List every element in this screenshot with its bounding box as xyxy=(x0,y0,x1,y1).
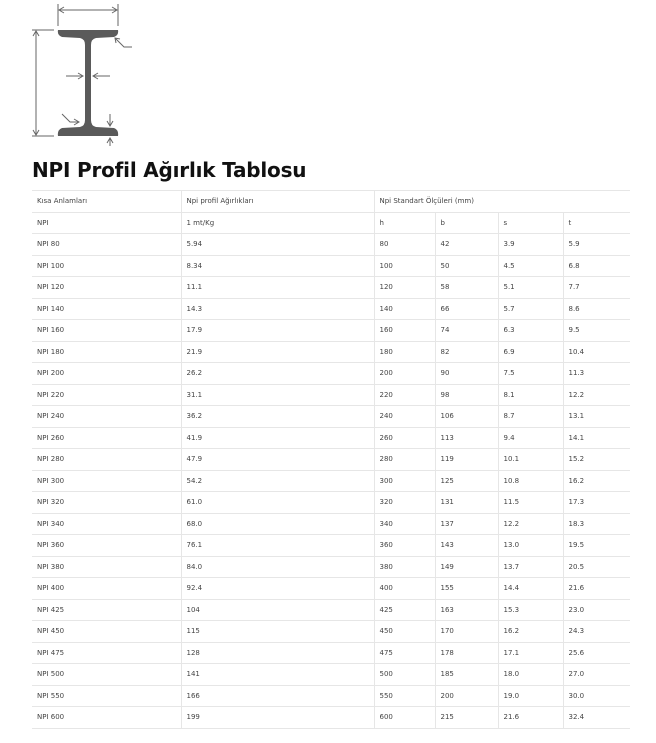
subheader-cell: NPI xyxy=(32,212,181,234)
table-cell: 15.2 xyxy=(563,449,630,471)
subheader-cell: s xyxy=(498,212,563,234)
table-cell: 3.9 xyxy=(498,234,563,256)
page-title: NPI Profil Ağırlık Tablosu xyxy=(32,158,307,182)
npi-weight-table xyxy=(32,190,630,729)
table-cell: 42 xyxy=(435,234,498,256)
table-row xyxy=(32,556,630,578)
table-row xyxy=(32,470,630,492)
table-cell: 260 xyxy=(374,427,435,449)
table-cell: 47.9 xyxy=(181,449,374,471)
i-beam-profile-diagram xyxy=(26,0,146,150)
table-cell: 31.1 xyxy=(181,384,374,406)
table-cell: 106 xyxy=(435,406,498,428)
table-cell: NPI 140 xyxy=(32,298,181,320)
table-cell: 166 xyxy=(181,685,374,707)
table-cell: 8.1 xyxy=(498,384,563,406)
table-cell: 90 xyxy=(435,363,498,385)
table-cell: 21.6 xyxy=(563,578,630,600)
table-cell: NPI 180 xyxy=(32,341,181,363)
table-row xyxy=(32,277,630,299)
table-cell: 50 xyxy=(435,255,498,277)
table-cell: NPI 220 xyxy=(32,384,181,406)
table-cell: 425 xyxy=(374,599,435,621)
table-cell: NPI 550 xyxy=(32,685,181,707)
table-cell: 200 xyxy=(435,685,498,707)
table-cell: 21.6 xyxy=(498,707,563,729)
table-cell: 18.0 xyxy=(498,664,563,686)
table-cell: 185 xyxy=(435,664,498,686)
table-cell: 500 xyxy=(374,664,435,686)
table-cell: NPI 320 xyxy=(32,492,181,514)
table-cell: NPI 400 xyxy=(32,578,181,600)
table-cell: 30.0 xyxy=(563,685,630,707)
table-cell: 5.7 xyxy=(498,298,563,320)
table-cell: 80 xyxy=(374,234,435,256)
table-cell: 131 xyxy=(435,492,498,514)
table-cell: 600 xyxy=(374,707,435,729)
table-cell: 84.0 xyxy=(181,556,374,578)
table-row xyxy=(32,578,630,600)
table-cell: 280 xyxy=(374,449,435,471)
table-cell: 6.3 xyxy=(498,320,563,342)
table-row xyxy=(32,513,630,535)
table-cell: 26.2 xyxy=(181,363,374,385)
subheader-cell: 1 mt/Kg xyxy=(181,212,374,234)
table-row xyxy=(32,406,630,428)
subheader-cell: t xyxy=(563,212,630,234)
table-cell: 240 xyxy=(374,406,435,428)
table-row xyxy=(32,664,630,686)
table-cell: 14.3 xyxy=(181,298,374,320)
table-cell: NPI 340 xyxy=(32,513,181,535)
table-cell: 17.3 xyxy=(563,492,630,514)
table-cell: 14.4 xyxy=(498,578,563,600)
table-cell: 76.1 xyxy=(181,535,374,557)
table-row xyxy=(32,341,630,363)
table-cell: 68.0 xyxy=(181,513,374,535)
table-cell: 113 xyxy=(435,427,498,449)
header-cell: Kısa Anlamları xyxy=(32,191,181,213)
table-cell: 10.1 xyxy=(498,449,563,471)
table-row xyxy=(32,621,630,643)
table-cell: 140 xyxy=(374,298,435,320)
table-cell: 17.1 xyxy=(498,642,563,664)
table-cell: 160 xyxy=(374,320,435,342)
table-row xyxy=(32,535,630,557)
table-cell: 23.0 xyxy=(563,599,630,621)
table-cell: 141 xyxy=(181,664,374,686)
table-cell: 12.2 xyxy=(498,513,563,535)
table-cell: 27.0 xyxy=(563,664,630,686)
table-cell: 61.0 xyxy=(181,492,374,514)
table-cell: 32.4 xyxy=(563,707,630,729)
table-cell: 137 xyxy=(435,513,498,535)
table-cell: 450 xyxy=(374,621,435,643)
header-cell: Npi Standart Ölçüleri (mm) xyxy=(374,191,630,213)
table-row xyxy=(32,384,630,406)
table-cell: NPI 380 xyxy=(32,556,181,578)
table-cell: 320 xyxy=(374,492,435,514)
table-cell: 92.4 xyxy=(181,578,374,600)
table-cell: 66 xyxy=(435,298,498,320)
table-cell: 128 xyxy=(181,642,374,664)
table-cell: 200 xyxy=(374,363,435,385)
height-dimension xyxy=(32,30,54,136)
table-cell: 340 xyxy=(374,513,435,535)
table-row xyxy=(32,599,630,621)
table-row xyxy=(32,255,630,277)
table-cell: NPI 450 xyxy=(32,621,181,643)
table-header-row xyxy=(32,191,630,213)
table-cell: 17.9 xyxy=(181,320,374,342)
flange-thickness-leader xyxy=(115,38,132,47)
table-cell: 98 xyxy=(435,384,498,406)
table-cell: 4.5 xyxy=(498,255,563,277)
table-cell: NPI 100 xyxy=(32,255,181,277)
table-row xyxy=(32,492,630,514)
table-cell: 143 xyxy=(435,535,498,557)
table-row xyxy=(32,320,630,342)
table-cell: 5.9 xyxy=(563,234,630,256)
table-cell: NPI 500 xyxy=(32,664,181,686)
table-cell: 9.4 xyxy=(498,427,563,449)
table-cell: NPI 300 xyxy=(32,470,181,492)
table-cell: 119 xyxy=(435,449,498,471)
table-cell: 74 xyxy=(435,320,498,342)
table-cell: 220 xyxy=(374,384,435,406)
table-row xyxy=(32,449,630,471)
table-cell: 11.1 xyxy=(181,277,374,299)
header-cell: Npi profil Ağırlıkları xyxy=(181,191,374,213)
table-cell: 21.9 xyxy=(181,341,374,363)
table-cell: 19.0 xyxy=(498,685,563,707)
table-cell: 300 xyxy=(374,470,435,492)
table-cell: 82 xyxy=(435,341,498,363)
table-cell: 360 xyxy=(374,535,435,557)
table-cell: 24.3 xyxy=(563,621,630,643)
table-cell: 215 xyxy=(435,707,498,729)
table-subheader-row xyxy=(32,212,630,234)
table-cell: NPI 475 xyxy=(32,642,181,664)
table-cell: NPI 280 xyxy=(32,449,181,471)
table-cell: 13.0 xyxy=(498,535,563,557)
table-cell: NPI 260 xyxy=(32,427,181,449)
table-cell: 199 xyxy=(181,707,374,729)
table-cell: 115 xyxy=(181,621,374,643)
table-cell: 180 xyxy=(374,341,435,363)
table-cell: 6.9 xyxy=(498,341,563,363)
table-cell: 58 xyxy=(435,277,498,299)
table-cell: 100 xyxy=(374,255,435,277)
width-dimension xyxy=(58,4,118,26)
table-cell: 8.6 xyxy=(563,298,630,320)
table-cell: 9.5 xyxy=(563,320,630,342)
table-cell: 41.9 xyxy=(181,427,374,449)
subheader-cell: h xyxy=(374,212,435,234)
table-cell: 104 xyxy=(181,599,374,621)
table-cell: 15.3 xyxy=(498,599,563,621)
table-cell: 13.7 xyxy=(498,556,563,578)
table-cell: 400 xyxy=(374,578,435,600)
table-cell: 12.2 xyxy=(563,384,630,406)
table-cell: NPI 240 xyxy=(32,406,181,428)
table-cell: 380 xyxy=(374,556,435,578)
table-cell: 5.1 xyxy=(498,277,563,299)
table-cell: 11.3 xyxy=(563,363,630,385)
table-cell: 36.2 xyxy=(181,406,374,428)
table-cell: 19.5 xyxy=(563,535,630,557)
table-cell: 7.7 xyxy=(563,277,630,299)
table-row xyxy=(32,298,630,320)
table-cell: 14.1 xyxy=(563,427,630,449)
table-cell: 16.2 xyxy=(498,621,563,643)
table-cell: NPI 160 xyxy=(32,320,181,342)
table-row xyxy=(32,234,630,256)
table-cell: 550 xyxy=(374,685,435,707)
table-row xyxy=(32,642,630,664)
i-beam-shape xyxy=(58,30,118,136)
table-cell: 20.5 xyxy=(563,556,630,578)
table-row xyxy=(32,685,630,707)
table-cell: NPI 360 xyxy=(32,535,181,557)
table-cell: 125 xyxy=(435,470,498,492)
table-cell: 155 xyxy=(435,578,498,600)
table-cell: 25.6 xyxy=(563,642,630,664)
table-cell: 10.4 xyxy=(563,341,630,363)
table-row xyxy=(32,427,630,449)
table-cell: NPI 600 xyxy=(32,707,181,729)
table-cell: 178 xyxy=(435,642,498,664)
table-cell: 149 xyxy=(435,556,498,578)
table-cell: 18.3 xyxy=(563,513,630,535)
table-cell: 163 xyxy=(435,599,498,621)
table-cell: 54.2 xyxy=(181,470,374,492)
table-cell: 170 xyxy=(435,621,498,643)
table-row xyxy=(32,363,630,385)
table-cell: NPI 120 xyxy=(32,277,181,299)
table-row xyxy=(32,707,630,729)
table-cell: 120 xyxy=(374,277,435,299)
table-cell: 5.94 xyxy=(181,234,374,256)
table-cell: 10.8 xyxy=(498,470,563,492)
table-cell: 6.8 xyxy=(563,255,630,277)
table-cell: NPI 200 xyxy=(32,363,181,385)
table-cell: 16.2 xyxy=(563,470,630,492)
table-cell: 8.7 xyxy=(498,406,563,428)
table-cell: 7.5 xyxy=(498,363,563,385)
table-cell: 475 xyxy=(374,642,435,664)
table-cell: NPI 80 xyxy=(32,234,181,256)
subheader-cell: b xyxy=(435,212,498,234)
table-cell: 13.1 xyxy=(563,406,630,428)
table-cell: NPI 425 xyxy=(32,599,181,621)
table-cell: 8.34 xyxy=(181,255,374,277)
table-cell: 11.5 xyxy=(498,492,563,514)
